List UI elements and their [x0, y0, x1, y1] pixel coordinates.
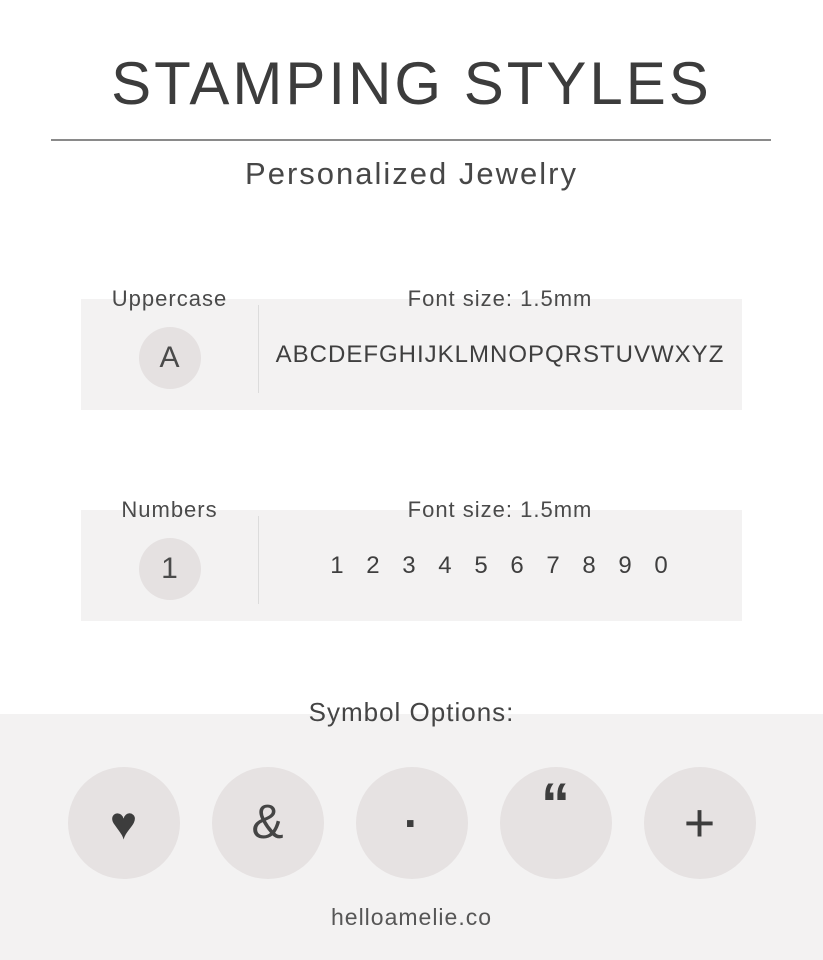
uppercase-alphabet-text: ABCDEFGHIJKLMNOPQRSTUVWXYZ — [275, 340, 725, 368]
uppercase-section-header — [81, 286, 742, 312]
uppercase-column-divider — [258, 305, 259, 393]
uppercase-sample-column — [81, 299, 258, 410]
heart-symbol-circle — [68, 767, 180, 879]
numbers-font-size-label: Font size: 1.5mm — [407, 497, 593, 522]
numbers-section-label: Numbers — [121, 497, 218, 522]
uppercase-section — [81, 286, 742, 410]
uppercase-sample-letter: A — [159, 340, 180, 374]
title-divider-line — [51, 139, 771, 141]
period-symbol-circle — [356, 767, 468, 879]
numbers-digits-text: 1 2 3 4 5 6 7 8 9 0 — [330, 551, 670, 579]
numbers-sample-digit: 1 — [161, 551, 178, 585]
website-url: helloamelie.co — [330, 904, 493, 930]
uppercase-panel — [81, 299, 742, 410]
uppercase-sample-circle — [139, 327, 201, 389]
numbers-panel — [81, 510, 742, 621]
numbers-sample-column — [81, 510, 258, 621]
page-subtitle: Personalized Jewelry — [245, 156, 578, 191]
uppercase-section-label: Uppercase — [111, 286, 228, 311]
heart-icon: ♥ — [109, 797, 138, 849]
ampersand-symbol-circle — [212, 767, 324, 879]
numbers-sample-circle — [139, 538, 201, 600]
numbers-section-header — [81, 497, 742, 523]
symbol-row — [0, 767, 823, 879]
ampersand-icon: & — [251, 796, 284, 849]
period-dot-icon: · — [403, 797, 420, 849]
numbers-section — [81, 497, 742, 621]
plus-icon: + — [683, 793, 716, 853]
symbol-options-heading: Symbol Options: — [308, 697, 515, 727]
quotation-mark-icon: “ — [541, 772, 570, 837]
uppercase-font-size-label: Font size: 1.5mm — [407, 286, 593, 311]
page-title: STAMPING STYLES — [111, 50, 712, 117]
plus-symbol-circle — [644, 767, 756, 879]
quote-symbol-circle — [500, 767, 612, 879]
numbers-column-divider — [258, 516, 259, 604]
symbol-options-section — [0, 697, 823, 960]
